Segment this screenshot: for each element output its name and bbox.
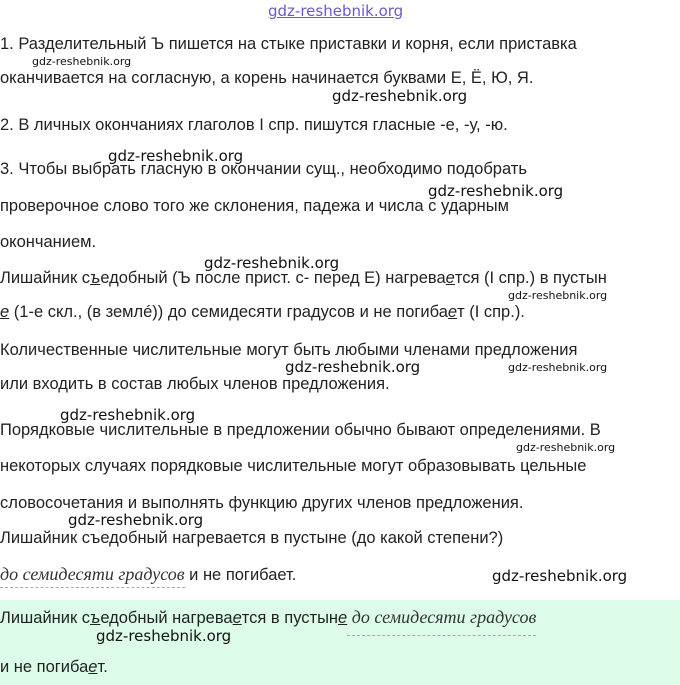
rule-3-cont: проверочное слово того же склонения, падежа и числа с ударным: [0, 197, 510, 215]
underlined-letter: е: [232, 609, 242, 627]
watermark: gdz-reshebnik.org: [285, 358, 421, 376]
watermark: gdz-reshebnik.org: [96, 627, 232, 645]
watermark: gdz-reshebnik.org: [492, 567, 628, 585]
rule-1: 1. Разделительный Ъ пишется на стыке приставки и корня, если приставка: [0, 35, 577, 53]
rule-2: 2. В личных окончаниях глаголов I спр. пишутся гласные -е, -у, -ю.: [0, 116, 508, 134]
rule-3: 3. Чтобы выбрать гласную в окончании сущ., необходимо подобрать: [0, 160, 527, 178]
rule-1-cont: оканчивается на согласную, а корень начинается буквами Е, Ё, Ю, Я.: [0, 69, 534, 87]
underlined-letter: е: [0, 303, 10, 321]
rule-4-cont: или входить в состав любых членов предложения.: [0, 375, 390, 393]
underlined-letter: е: [338, 609, 348, 627]
rule-5: Порядковые числительные в предложении обычно бывают определениями. В: [0, 421, 601, 439]
watermark: gdz-reshebnik.org: [68, 511, 204, 529]
rule-5-cont: некоторых случаях порядковые числительные могут образовывать цельные: [0, 457, 587, 475]
watermark: gdz-reshebnik.org: [268, 2, 404, 20]
answer-phrase: до семидесяти градусов и не погибает.: [0, 563, 296, 586]
watermark: gdz-reshebnik.org: [108, 147, 244, 165]
watermark: gdz-reshebnik.org: [204, 254, 340, 272]
final-sentence-line-1: Лишайник съедобный нагревается в пустыне до семидесяти градусов: [0, 606, 536, 629]
analysis-line-2: е (1-е скл., (в землé)) до семидесяти градусов и не погибает (I спр.).: [0, 303, 525, 321]
underlined-letter: е: [88, 658, 98, 676]
watermark: gdz-reshebnik.org: [32, 55, 132, 68]
watermark: gdz-reshebnik.org: [60, 406, 196, 424]
underlined-letter: е: [445, 269, 455, 287]
watermark: gdz-reshebnik.org: [508, 289, 608, 302]
final-sentence-line-2: и не погибает.: [0, 658, 108, 676]
underlined-letter: ъ: [90, 269, 101, 287]
rule-5-end: словосочетания и выполнять функцию других членов предложения.: [0, 494, 524, 512]
question-line: Лишайник съедобный нагревается в пустыне (до какой степени?): [0, 529, 504, 547]
watermark: gdz-reshebnik.org: [332, 87, 468, 105]
analysis-line-1: Лишайник съедобный (Ъ после прист. с- перед Е) нагревается (I спр.) в пустын: [0, 269, 607, 287]
adverbial-phrase: до семидесяти градусов: [347, 607, 536, 636]
rule-3-end: окончанием.: [0, 233, 97, 251]
watermark: gdz-reshebnik.org: [428, 182, 564, 200]
underlined-letter: е: [447, 303, 458, 321]
watermark: gdz-reshebnik.org: [516, 441, 616, 454]
rule-4: Количественные числительные могут быть любыми членами предложения: [0, 341, 578, 359]
underlined-letter: ъ: [90, 609, 101, 627]
watermark: gdz-reshebnik.org: [508, 361, 608, 374]
adverbial-phrase: до семидесяти градусов: [0, 564, 185, 588]
